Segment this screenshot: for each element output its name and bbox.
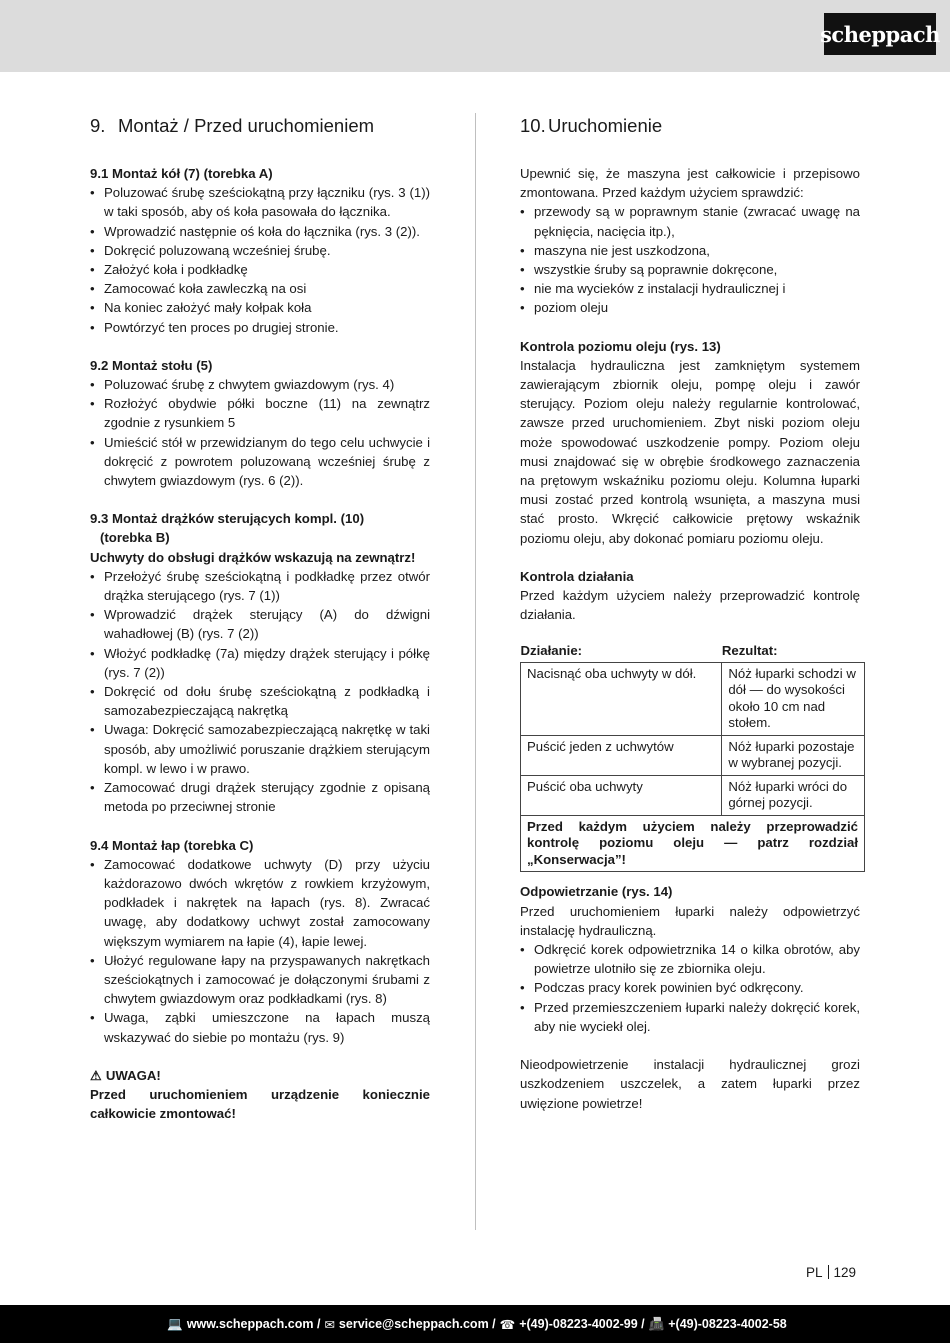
list-item: • Poluzować śrubę z chwytem gwiazdowym (rys. 4) xyxy=(90,375,430,394)
list-item: • poziom oleju xyxy=(520,298,860,317)
list-item: • Na koniec założyć mały kołpak koła xyxy=(90,298,430,317)
subsection-9-3-title xyxy=(90,509,430,547)
subsection-9-3-subtitle: Uchwyty do obsługi drążków wskazują na zewnątrz! xyxy=(90,549,416,565)
list-item: • Umieścić stół w przewidzianym do tego celu uchwycie i dokręcić z powrotem poluzowaną wcześniej śrubę z chwytem gwiazdowym (rys. 6 (2)). xyxy=(90,433,430,491)
section-title: Montaż / Przed uruchomieniem xyxy=(118,115,375,136)
oil-check-title: Kontrola poziomu oleju (rys. 13) xyxy=(520,338,721,354)
footer-fax: +(49)-08223-4002-58 xyxy=(668,1317,787,1331)
warning-title-text: UWAGA! xyxy=(105,1067,161,1083)
table-note-row xyxy=(521,815,865,872)
warning-icon: ⚠ xyxy=(90,1067,102,1083)
list-item: • Poluzować śrubę sześciokątną przy łączniku (rys. 3 (1)) w taki sposób, aby oś koła pasowała do łącznika. xyxy=(90,183,430,221)
table-cell-result: Nóż łuparki schodzi w dół — do wysokości około 10 cm nad stołem. xyxy=(722,662,865,735)
subsection-9-2-title: 9.2 Montaż stołu (5) xyxy=(90,357,213,373)
bleed-text: Przed uruchomieniem łuparki należy odpowietrzyć instalację hydrauliczną. xyxy=(520,903,860,938)
fax-icon: 📠 xyxy=(648,1316,665,1331)
left-column xyxy=(90,113,430,1123)
section-10-heading xyxy=(520,113,860,139)
subsection-9-4-title: 9.4 Montaż łap (torebka C) xyxy=(90,837,254,853)
bleed-title: Odpowietrzanie (rys. 14) xyxy=(520,884,673,900)
list-item: • Zamocować dodatkowe uchwyty (D) przy użyciu każdorazowo dwóch wkrętów z rowkiem krzyżowym, podkładek i nakrętek na łapach (rys. 8). Zwracać uwagę, aby dodatkowy uchwyt został zamocowany większym wymiarem na łapie (4), łapie lewej. xyxy=(90,855,430,951)
list-item: • Wprowadzić drążek sterujący (A) do dźwigni wahadłowej (B) (rys. 7 (2)) xyxy=(90,605,430,643)
function-check-title: Kontrola działania xyxy=(520,568,634,584)
section-title: Uruchomienie xyxy=(548,115,663,136)
list-item: • Ułożyć regulowane łapy na przyspawanych nakrętkach sześciokątnych i zamocować je dołączonymi śrubami z chwytem gwiazdowym oraz podkładkami (rys. 8) xyxy=(90,951,430,1009)
checks-list xyxy=(520,202,860,317)
column-header-result: Rezultat: xyxy=(722,643,865,662)
list-item: • przewody są w poprawnym stanie (zwracać uwagę na pęknięcia, nacięcia itp.), xyxy=(520,202,860,240)
list-item: • nie ma wycieków z instalacji hydraulicznej i xyxy=(520,279,860,298)
footer-phone: +(49)-08223-4002-99 / xyxy=(519,1317,645,1331)
oil-check-text: Instalacja hydrauliczna jest zamkniętym systemem zawierającym zbiornik oleju, pompę oleju i zawór sterujący. Poziom oleju należy regularnie kontrolować, zawsze przed uruchomieniem. Zbyt niski poziom oleju może spowodować uszkodzenie pompy. Poziom oleju musi znajdować się w obrębie środkowego zaznaczenia na prętowym wskaźniku poziomu oleju. Kolumna łuparki musi zostać przed kontrolą wsunięta, a maszyna musi stać prosto. Wkręcić całkowicie prętowy wskaźnik poziomu oleju, aby dokonać pomiaru poziomu oleju. xyxy=(520,357,860,546)
table-cell-result: Nóż łuparki wróci do górnej pozycji. xyxy=(722,775,865,815)
footer-bar xyxy=(0,1305,950,1343)
section-number: 10. xyxy=(520,115,546,136)
table-cell-action: Nacisnąć oba uchwyty w dół. xyxy=(521,662,722,735)
subsection-9-1-list xyxy=(90,183,430,337)
list-item: • Podczas pracy korek powinien być odkręcony. xyxy=(520,978,860,997)
bleed-list xyxy=(520,940,860,1036)
list-item: • Przed przemieszczeniem łuparki należy dokręcić korek, aby nie wyciekł olej. xyxy=(520,998,860,1036)
table-cell-action: Puścić oba uchwyty xyxy=(521,775,722,815)
subsection-9-3-title-line1: 9.3 Montaż drążków sterujących kompl. (10) xyxy=(90,511,365,527)
table-row xyxy=(521,735,865,775)
phone-icon: ☎ xyxy=(499,1317,516,1332)
list-item: • Zamocować koła zawleczką na osi xyxy=(90,279,430,298)
table-cell-action: Puścić jeden z uchwytów xyxy=(521,735,722,775)
list-item: • Dokręcić poluzowaną wcześniej śrubę. xyxy=(90,241,430,260)
list-item: • Uwaga: Dokręcić samozabezpieczającą nakrętkę w taki sposób, aby umożliwić poruszanie drążkiem sterującym kompl. w lewo i w prawo. xyxy=(90,720,430,778)
list-item: • Założyć koła i podkładkę xyxy=(90,260,430,279)
subsection-9-4-list xyxy=(90,855,430,1047)
list-item: • Rozłożyć obydwie półki boczne (11) na zewnątrz zgodnie z rysunkiem 5 xyxy=(90,394,430,432)
page-number xyxy=(806,1265,856,1280)
list-item: • maszyna nie jest uszkodzona, xyxy=(520,241,860,260)
bleed-closing: Nieodpowietrzenie instalacji hydraulicznej grozi uszkodzeniem uszczelek, a zatem łuparki przez uwięzione powietrze! xyxy=(520,1057,860,1111)
intro-text: Upewnić się, że maszyna jest całkowicie i przepisowo zmontowana. Przed każdym użyciem sprawdzić: xyxy=(520,166,860,201)
column-header-action: Działanie: xyxy=(521,643,722,662)
table-row xyxy=(521,775,865,815)
section-9-heading xyxy=(90,113,430,139)
brand-logo xyxy=(820,13,940,55)
page-number-value: 129 xyxy=(833,1265,857,1280)
header-bar xyxy=(0,0,950,72)
warning-title xyxy=(90,1066,430,1085)
list-item: • wszystkie śruby są poprawnie dokręcone, xyxy=(520,260,860,279)
table-note: Przed każdym użyciem należy przeprowadzić kontrolę poziomu oleju — patrz rozdział „Konserwacja”! xyxy=(521,815,865,872)
right-column xyxy=(520,113,860,1113)
brand-text: scheppach xyxy=(820,21,940,47)
warning-text: Przed uruchomieniem urządzenie koniecznie całkowicie zmontować! xyxy=(90,1086,430,1122)
subsection-9-2-list xyxy=(90,375,430,490)
list-item: • Powtórzyć ten proces po drugiej stronie. xyxy=(90,318,430,337)
table-row xyxy=(521,662,865,735)
list-item: • Dokręcić od dołu śrubę sześciokątną z podkładką i samozabezpieczającą nakrętką xyxy=(90,682,430,720)
footer-web[interactable]: www.scheppach.com / xyxy=(186,1317,321,1331)
subsection-9-1-title: 9.1 Montaż kół (7) (torebka A) xyxy=(90,166,273,181)
column-divider xyxy=(475,113,476,1230)
list-item: • Odkręcić korek odpowietrznika 14 o kilka obrotów, aby powietrze ulotniło się ze zbiornika oleju. xyxy=(520,940,860,978)
computer-icon: 💻 xyxy=(167,1316,183,1331)
list-item: • Włożyć podkładkę (7a) między drążek sterujący i półkę (rys. 7 (2)) xyxy=(90,644,430,682)
section-number: 9. xyxy=(90,115,106,136)
list-item: • Wprowadzić następnie oś koła do łącznika (rys. 3 (2)). xyxy=(90,222,430,241)
footer-mail[interactable]: service@scheppach.com / xyxy=(338,1317,496,1331)
subsection-9-3-title-line2: (torebka B) xyxy=(100,530,170,546)
list-item: • Zamocować drugi drążek sterujący zgodnie z opisaną metoda po przeciwnej stronie xyxy=(90,778,430,816)
mail-icon: ✉ xyxy=(324,1317,335,1332)
page-language: PL xyxy=(806,1265,823,1280)
list-item: • Uwaga, ząbki umieszczone na łapach muszą wskazywać do siebie po montażu (rys. 9) xyxy=(90,1008,430,1046)
table-cell-result: Nóż łuparki pozostaje w wybranej pozycji. xyxy=(722,735,865,775)
list-item: • Przełożyć śrubę sześciokątną i podkładkę przez otwór drążka sterującego (rys. 7 (1)) xyxy=(90,567,430,605)
function-table xyxy=(520,643,865,872)
function-check-text: Przed każdym użyciem należy przeprowadzić kontrolę działania. xyxy=(520,588,860,623)
subsection-9-3-list xyxy=(90,567,430,817)
